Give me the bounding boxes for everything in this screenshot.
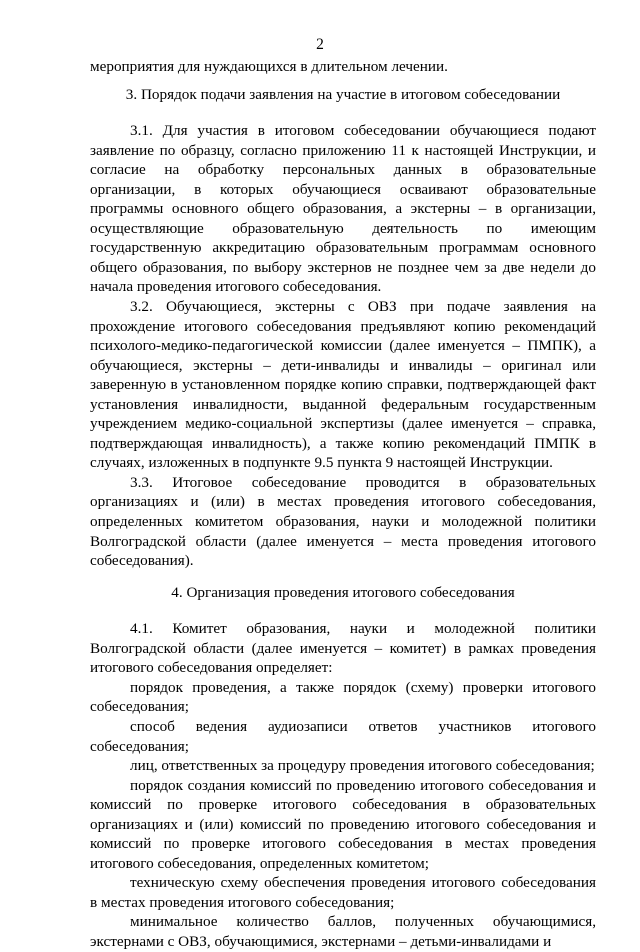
- paragraph-3-2: 3.2. Обучающиеся, экстерны с ОВЗ при подаче заявления на прохождение итогового собеседования предъявляют копию рекомендаций психолого-медико-педагогической комиссии (далее именуется – ПМПК), а обучающиеся, экстерны – дети-инвалиды и инвалиды – оригинал или заверенную в установленном порядке копию справки, подтверждающей факт установления инвалидности, выданной федеральным государственным учреждением медико-социальной экспертизы (далее именуется – справка, подтверждающая инвалидность), а также копию рекомендаций ПМПК в случаях, изложенных в подпункте 9.5 пункта 9 настоящей Инструкции.: [90, 298, 596, 472]
- document-body: [90, 57, 596, 952]
- list-item: лиц, ответственных за процедуру проведения итогового собеседования;: [130, 757, 595, 775]
- list-item: порядок создания комиссий по проведению итогового собеседования и комиссий по проверке итогового собеседования в образовательных организациях и (или) комиссий по проведению итогового собеседования и комиссий по проверке итогового собеседования в местах проведения итогового собеседования, определенных комитетом;: [90, 776, 596, 872]
- paragraph-3-3: 3.3. Итоговое собеседование проводится в образовательных организациях и (или) в местах проведения итогового собеседования, определенных комитетом образования, науки и молодежной политики Волгоградской области (далее именуется – места проведения итогового собеседования).: [90, 473, 596, 570]
- page-number: 2: [316, 36, 324, 53]
- paragraph-4-1: 4.1. Комитет образования, науки и молодежной политики Волгоградской области (далее именуется – комитет) в рамках проведения итогового собеседования определяет:: [90, 620, 596, 677]
- section-heading-3: 3. Порядок подачи заявления на участие в итоговом собеседовании: [125, 85, 561, 103]
- section-heading-4: 4. Организация проведения итогового собеседования: [171, 583, 515, 601]
- list-item: минимальное количество баллов, полученных обучающимися, экстернами с ОВЗ, обучающимися, экстернами – детьми-инвалидами и: [90, 913, 596, 950]
- paragraph-continuation: мероприятия для нуждающихся в длительном лечении.: [90, 58, 448, 75]
- list-item: порядок проведения, а также порядок (схему) проверки итогового собеседования;: [90, 678, 596, 716]
- list-item: способ ведения аудиозаписи ответов участников итогового собеседования;: [90, 717, 596, 755]
- paragraph-3-1: 3.1. Для участия в итоговом собеседовании обучающиеся подают заявление по образцу, согласно приложению 11 к настоящей Инструкции, и согласие на обработку персональных данных в образовательные организации, в которых обучающиеся осваивают образовательные программы основного общего образования, а экстерны – в организации, осуществляющие образовательную деятельность по имеющим государственную аккредитацию образовательным программам основного общего образования, по выбору экстернов не позднее чем за две недели до начала проведения итогового собеседования.: [90, 122, 596, 296]
- list-item: техническую схему обеспечения проведения итогового собеседования в местах проведения итогового собеседования;: [90, 874, 596, 911]
